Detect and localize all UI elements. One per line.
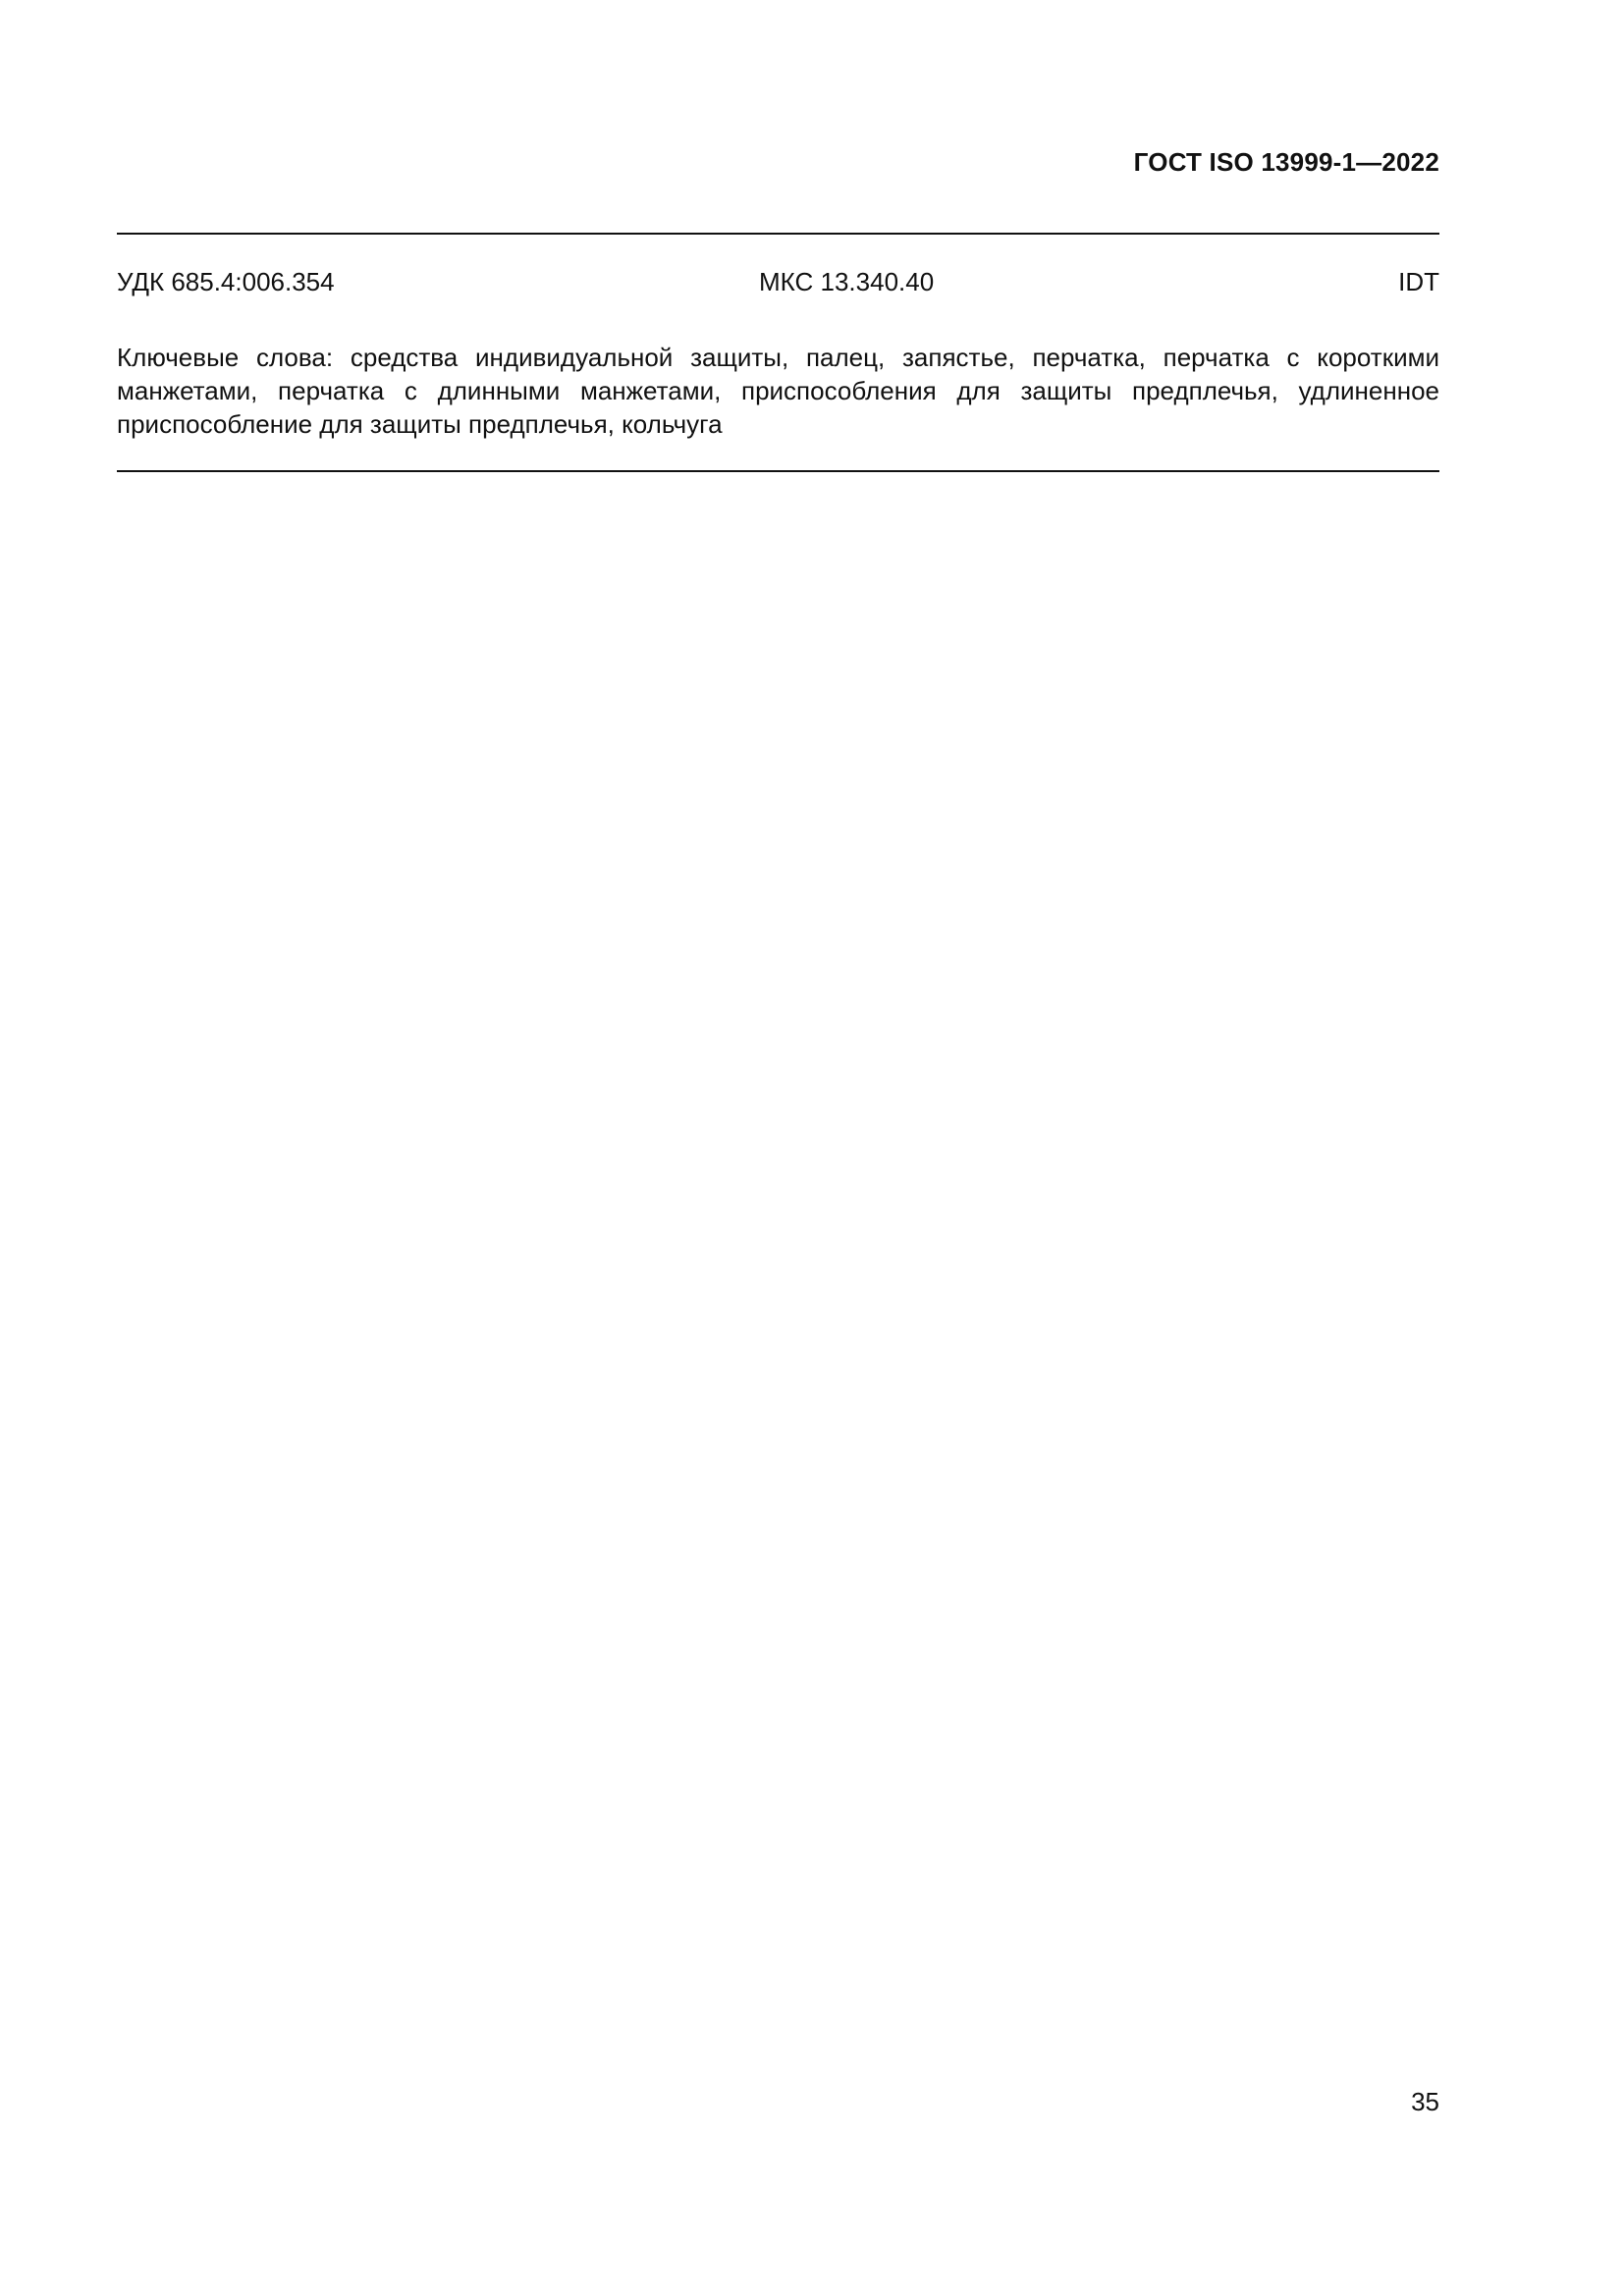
standard-designation: ГОСТ ISO 13999-1—2022 xyxy=(1133,147,1439,177)
classification-row xyxy=(117,267,1439,300)
mks-code: МКС 13.340.40 xyxy=(759,267,935,296)
bottom-divider xyxy=(117,470,1439,472)
top-divider xyxy=(117,233,1439,235)
keywords-paragraph: Ключевые слова: средства индивидуальной защиты, палец, запястье, перчатка, перчатка с короткими манжетами, перчатка с длинными манжетами, приспособления для защиты предплечья, удлиненное приспособление для защиты предплечья, кольчуга xyxy=(117,343,1439,439)
page-number: 35 xyxy=(1411,2087,1439,2116)
udk-code: УДК 685.4:006.354 xyxy=(117,267,335,296)
equivalence-degree: IDT xyxy=(1398,267,1439,296)
